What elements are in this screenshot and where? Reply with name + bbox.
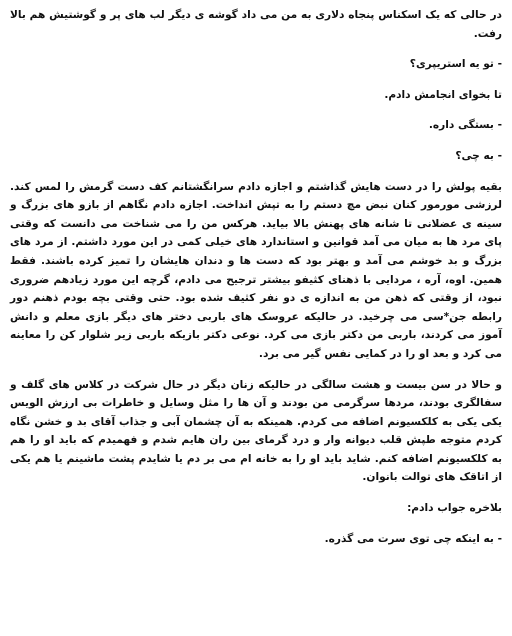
paragraph-opening: در حالی که یک اسکناس پنجاه دلاری به من می داد گوشه ی دیگر لب های پر و گوشتیش هم بالا رفت. [10, 9, 502, 40]
paragraph-body: و حالا در سن بیست و هشت سالگی در حالیکه زنان دیگر در حال شرکت در کلاس های گلف و سفالگری بودند، مردها سرگرمی من بودند و آن ها را مثل وسایل و خاطرات بی ارزش الویس یکی یکی به کلکسیونم اضافه می کردم. همینکه به آن چشمان آبی و جذاب آقای بد و خشن نگاه کردم متوجه طپش قلب دیوانه وار و درد گرمای بین ران هایم شدم و فهمیدم که باید او را هم به کلکسیونم اضافه کنم. شاید باید او را به خانه ام می بر دم یا شایدم پشت ماشینم یا هم یکی از اتاقک های توالت بانوان. [10, 378, 502, 484]
dialogue-line: - به اینکه چی توی سرت می گذره. [324, 532, 502, 545]
paragraph-body: بقیه پولش را در دست هایش گذاشتم و اجازه دادم سرانگشتانم کف دست گرمش را لمس کند. لرزشی مورمور کنان نبض مچ دستم را به تپش انداخت. اجازه دادم نگاهم از بازو های بزرگ و سینه ی عضلانی تا شانه های پهنش بالا بیاید. هرکس من را می شناخت می دانست که وقتی پای مرد ها به میان می آمد قوانین و استاندارد های خیلی کمی در این مورد داشتم. از مرد های بزرگ و بد خوشم می آمد و بهتر بود که دست ها و دندان هایشان را تمیز کرده باشند. فقط همین. اوه، آره ، مردایی با ذهنای کثیفو بیشتر ترجیح می دادم، گرچه این مورد زیادهم ضروری نبود، از وقتی که ذهن من به اندازه ی دو نفر کثیف شده بود. حتی وقتی بچه بودم ذهنم دور رابطه جن*سی می چرخید. در حالیکه عروسک های باربی دختر های دیگر بازی معلم و دانش آموز می کردند، باربی من دکتر بازی می کرد. نوعی دکتر بازیکه باربی زیر شلوار کن را معاینه می کرد و بعد او را در کمایی نفس گیر می برد. [10, 180, 502, 360]
dialogue-line: بلاخره جواب دادم: [407, 502, 502, 515]
dialogue-line: - به چی؟ [455, 149, 502, 162]
dialogue-line: - بستگی داره. [428, 119, 502, 132]
dialogue-line: - تو یه استریپری؟ [409, 58, 502, 71]
dialogue-line: تا بخوای انجامش دادم. [384, 88, 502, 101]
